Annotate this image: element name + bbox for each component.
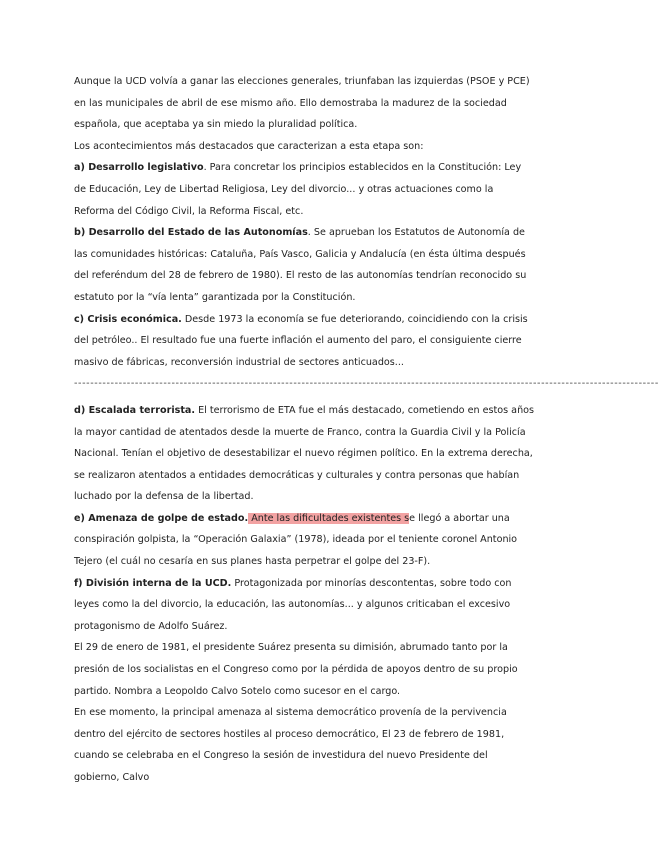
item-lead: c) Crisis económica. [74,313,182,325]
item-text: e llegó a abortar una conspiración golpista, la “Operación Galaxia” (1978), ideada por el teniente coronel Antonio Tejero (el cuál no cesaría en sus planes hasta perpetrar el golpe del 23-F). [74,512,518,568]
item-autonomies [74,222,534,308]
intro-paragraph: Aunque la UCD volvía a ganar las elecciones generales, triunfaban las izquierdas (PSOE y PCE) en las municipales de abril de ese mismo año. Ello demostraba la madurez de la sociedad española, que aceptaba ya sin miedo la pluralidad política. [74,76,530,131]
item-legislative-development [74,157,534,222]
item-text: Protagonizada por minorías descontentas, sobre todo con leyes como la del divorcio, la educación, las autonomías... y algunos criticaban el excesivo protagonismo de Adolfo Suárez. [74,577,512,632]
suarez-resignation-paragraph: El 29 de enero de 1981, el presidente Suárez presenta su dimisión, abrumado tanto por la presión de los socialistas en el Congreso como por la pérdida de apoyos dentro de su propio partido. Nombra a Leopoldo Calvo Sotelo como sucesor en el cargo. [74,642,518,697]
highlighted-text: Ante las dificultades existentes s [248,512,410,524]
document-body [74,71,659,789]
section-divider: ------------------------------------------------------------------------------------------------------------------------------------------------ [74,378,659,390]
item-lead: e) Amenaza de golpe de estado. [74,512,249,524]
item-text: Desde 1973 la economía se fue deteriorando, coincidiendo con la crisis del petróleo.. El resultado fue una fuerte inflación el aumento del paro, el consiguiente cierre masivo de fábricas, reconversión industrial de sectores anticuados... [74,313,528,368]
item-lead: b) Desarrollo del Estado de las Autonomías [74,227,308,239]
coup-paragraph: En ese momento, la principal amenaza al sistema democrático provenía de la pervivencia dentro del ejército de sectores hostiles al proceso democrático, El 23 de febrero de 1981, cuando se celebraba en el Congreso la sesión de investidura del nuevo Presidente del gobierno, Calvo [74,707,507,783]
item-text: . Para concretar los principios establecidos en la Constitución: Ley de Educación, Ley de Libertad Religiosa, Ley del divorcio... y otras actuaciones como la Reforma del Código Civil, la Reforma Fiscal, etc. [74,162,522,217]
item-lead: a) Desarrollo legislativo [74,162,204,174]
item-ucd-division [74,573,534,638]
item-text: El terrorismo de ETA fue el más destacado, cometiendo en estos años la mayor cantidad de atentados desde la muerte de Franco, contra la Guardia Civil y la Policía Nacional. Tenían el objetivo de desestabilizar el nuevo régimen político. En la extrema derecha, se realizaron atentados a entidades democráticas y culturales y contra personas que habían luchado por la defensa de la libertad. [74,404,535,503]
intro-list-lead: Los acontecimientos más destacados que caracterizan a esta etapa son: [74,140,424,152]
item-coup-threat [74,508,534,573]
item-lead: f) División interna de la UCD. [74,577,232,589]
item-terrorism [74,400,534,508]
item-economic-crisis [74,309,534,374]
item-text: . Se aprueban los Estatutos de Autonomía de las comunidades históricas: Cataluña, País Vasco, Galicia y Andalucía (en ésta última después del referéndum del 28 de febrero de 1980). El resto de las autonomías tendrían reconocido su estatuto por la “vía lenta” garantizada por la Constitución. [74,227,527,303]
item-lead: d) Escalada terrorista. [74,404,196,416]
